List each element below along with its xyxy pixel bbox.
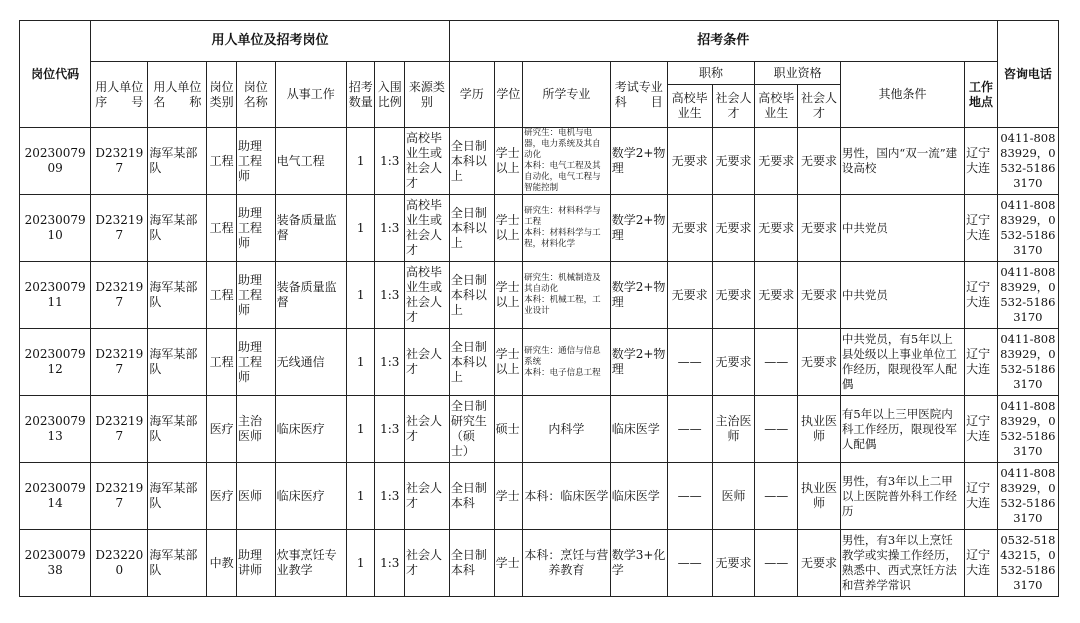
cell-degree: 硕士 (494, 396, 523, 463)
cell-count: 1 (346, 262, 375, 329)
cell-post-type: 医疗 (207, 396, 237, 463)
cell-other: 中共党员 (840, 262, 964, 329)
cell-count: 1 (346, 329, 375, 396)
cell-major: 本科：烹饪与营养教育 (523, 530, 611, 597)
cell-title-grad: 无要求 (667, 262, 712, 329)
cell-major: 研究生：材料科学与工程 本科：材料科学与工程，材料化学 (523, 195, 611, 262)
cell-qual-social: 无要求 (798, 530, 841, 597)
cell-degree: 学士 (494, 530, 523, 597)
table-row (20, 195, 1059, 262)
table-row (20, 530, 1059, 597)
cell-education: 全日制本科 (449, 463, 494, 530)
cell-position-code: 2023007911 (20, 262, 91, 329)
cell-position-code: 2023007910 (20, 195, 91, 262)
cell-ratio: 1:3 (375, 396, 405, 463)
cell-phone: 0411-80883929，0532-51863170 (997, 463, 1058, 530)
cell-post-name: 助理工程师 (236, 195, 275, 262)
cell-unit-name: 海军某部队 (148, 463, 207, 530)
header-post-name: 岗位名称 (236, 62, 275, 128)
header-source: 来源类别 (404, 62, 449, 128)
cell-unit-seq: D232197 (91, 396, 148, 463)
header-group-conditions: 招考条件 (449, 21, 997, 62)
cell-title-grad: —— (667, 530, 712, 597)
cell-location: 辽宁大连 (965, 396, 998, 463)
cell-qual-grad: —— (755, 329, 798, 396)
header-title-group: 职称 (667, 62, 755, 85)
cell-post-type: 工程 (207, 262, 237, 329)
cell-phone: 0411-80883929，0532-51863170 (997, 262, 1058, 329)
cell-education: 全日制本科以上 (449, 262, 494, 329)
cell-exam: 数学2+物理 (610, 262, 667, 329)
cell-title-grad: 无要求 (667, 195, 712, 262)
cell-unit-seq: D232197 (91, 463, 148, 530)
cell-title-social: 主治医师 (712, 396, 755, 463)
cell-post-type: 医疗 (207, 463, 237, 530)
cell-exam: 数学2+物理 (610, 128, 667, 195)
cell-source: 高校毕业生或社会人才 (404, 195, 449, 262)
cell-qual-grad: 无要求 (755, 195, 798, 262)
cell-unit-seq: D232197 (91, 128, 148, 195)
header-degree: 学位 (494, 62, 523, 128)
header-count: 招考数量 (346, 62, 375, 128)
cell-work: 临床医疗 (275, 396, 346, 463)
cell-qual-social: 执业医师 (798, 396, 841, 463)
cell-ratio: 1:3 (375, 329, 405, 396)
cell-location: 辽宁大连 (965, 329, 998, 396)
cell-qual-grad: 无要求 (755, 128, 798, 195)
cell-post-name: 医师 (236, 463, 275, 530)
table-row (20, 329, 1059, 396)
cell-exam: 临床医学 (610, 396, 667, 463)
cell-exam: 数学3+化学 (610, 530, 667, 597)
cell-other: 中共党员 (840, 195, 964, 262)
cell-position-code: 2023007912 (20, 329, 91, 396)
cell-location: 辽宁大连 (965, 195, 998, 262)
cell-unit-seq: D232197 (91, 329, 148, 396)
cell-education: 全日制本科以上 (449, 128, 494, 195)
cell-education: 全日制研究生（硕士） (449, 396, 494, 463)
cell-qual-grad: 无要求 (755, 262, 798, 329)
cell-count: 1 (346, 463, 375, 530)
header-ratio: 入围比例 (375, 62, 405, 128)
cell-post-type: 中教 (207, 530, 237, 597)
cell-qual-social: 无要求 (798, 128, 841, 195)
cell-degree: 学士以上 (494, 128, 523, 195)
cell-education: 全日制本科 (449, 530, 494, 597)
cell-phone: 0411-80883929，0532-51863170 (997, 128, 1058, 195)
cell-source: 社会人才 (404, 530, 449, 597)
cell-title-grad: —— (667, 329, 712, 396)
cell-phone: 0411-80883929，0532-51863170 (997, 396, 1058, 463)
header-qual-grad: 高校毕业生 (755, 85, 798, 128)
recruitment-table (19, 20, 1059, 597)
cell-source: 高校毕业生或社会人才 (404, 262, 449, 329)
cell-unit-name: 海军某部队 (148, 128, 207, 195)
cell-other: 男性，有3年以上二甲以上医院普外科工作经历 (840, 463, 964, 530)
cell-title-social: 无要求 (712, 195, 755, 262)
table-row (20, 463, 1059, 530)
cell-phone: 0532-51843215，0532-51863170 (997, 530, 1058, 597)
cell-education: 全日制本科以上 (449, 195, 494, 262)
cell-unit-seq: D232197 (91, 262, 148, 329)
header-post-type: 岗位类别 (207, 62, 237, 128)
cell-location: 辽宁大连 (965, 530, 998, 597)
cell-position-code: 2023007909 (20, 128, 91, 195)
cell-post-name: 助理工程师 (236, 128, 275, 195)
cell-post-name: 助理工程师 (236, 329, 275, 396)
cell-title-grad: —— (667, 463, 712, 530)
header-unit-name: 用人单位名 称 (148, 62, 207, 128)
cell-location: 辽宁大连 (965, 463, 998, 530)
cell-major: 研究生：通信与信息系统 本科：电子信息工程 (523, 329, 611, 396)
cell-ratio: 1:3 (375, 128, 405, 195)
cell-post-name: 主治医师 (236, 396, 275, 463)
cell-post-name: 助理讲师 (236, 530, 275, 597)
cell-title-social: 无要求 (712, 329, 755, 396)
cell-unit-name: 海军某部队 (148, 530, 207, 597)
table-body (20, 128, 1059, 597)
cell-unit-name: 海军某部队 (148, 396, 207, 463)
cell-post-type: 工程 (207, 195, 237, 262)
cell-degree: 学士以上 (494, 262, 523, 329)
cell-source: 社会人才 (404, 329, 449, 396)
cell-unit-name: 海军某部队 (148, 262, 207, 329)
cell-title-grad: —— (667, 396, 712, 463)
header-title-social: 社会人才 (712, 85, 755, 128)
cell-unit-seq: D232200 (91, 530, 148, 597)
cell-major: 研究生：电机与电器，电力系统及其自动化 本科：电气工程及其自动化，电气工程与智能控制 (523, 128, 611, 195)
cell-qual-social: 执业医师 (798, 463, 841, 530)
table-row (20, 128, 1059, 195)
cell-title-social: 无要求 (712, 530, 755, 597)
cell-unit-name: 海军某部队 (148, 329, 207, 396)
cell-work: 无线通信 (275, 329, 346, 396)
cell-qual-social: 无要求 (798, 329, 841, 396)
cell-unit-seq: D232197 (91, 195, 148, 262)
cell-title-social: 医师 (712, 463, 755, 530)
cell-qual-social: 无要求 (798, 195, 841, 262)
cell-position-code: 2023007938 (20, 530, 91, 597)
header-group-unit: 用人单位及招考岗位 (91, 21, 450, 62)
cell-post-name: 助理工程师 (236, 262, 275, 329)
header-phone: 咨询电话 (997, 21, 1058, 128)
cell-other: 有5年以上三甲医院内科工作经历，限现役军人配偶 (840, 396, 964, 463)
cell-title-social: 无要求 (712, 128, 755, 195)
cell-degree: 学士以上 (494, 329, 523, 396)
cell-other: 中共党员，有5年以上县处级以上事业单位工作经历，限现役军人配偶 (840, 329, 964, 396)
cell-phone: 0411-80883929，0532-51863170 (997, 329, 1058, 396)
cell-phone: 0411-80883929，0532-51863170 (997, 195, 1058, 262)
cell-post-type: 工程 (207, 329, 237, 396)
cell-work: 装备质量监督 (275, 195, 346, 262)
header-title-grad: 高校毕业生 (667, 85, 712, 128)
header-qual-social: 社会人才 (798, 85, 841, 128)
cell-count: 1 (346, 128, 375, 195)
table-row (20, 396, 1059, 463)
cell-unit-name: 海军某部队 (148, 195, 207, 262)
header-work: 从事工作 (275, 62, 346, 128)
cell-post-type: 工程 (207, 128, 237, 195)
cell-position-code: 2023007914 (20, 463, 91, 530)
cell-source: 高校毕业生或社会人才 (404, 128, 449, 195)
cell-exam: 临床医学 (610, 463, 667, 530)
cell-major: 内科学 (523, 396, 611, 463)
cell-ratio: 1:3 (375, 195, 405, 262)
cell-qual-grad: —— (755, 530, 798, 597)
cell-count: 1 (346, 195, 375, 262)
cell-qual-grad: —— (755, 463, 798, 530)
cell-other: 男性，有3年以上烹饪教学或实操工作经历，熟悉中、西式烹饪方法和营养学常识 (840, 530, 964, 597)
header-other: 其他条件 (840, 62, 964, 128)
cell-degree: 学士 (494, 463, 523, 530)
cell-ratio: 1:3 (375, 530, 405, 597)
cell-location: 辽宁大连 (965, 128, 998, 195)
cell-count: 1 (346, 530, 375, 597)
header-major: 所学专业 (523, 62, 611, 128)
cell-work: 临床医疗 (275, 463, 346, 530)
cell-major: 研究生：机械制造及其自动化 本科：机械工程，工业设计 (523, 262, 611, 329)
cell-other: 男性，国内“双一流”建设高校 (840, 128, 964, 195)
cell-work: 电气工程 (275, 128, 346, 195)
cell-major: 本科：临床医学 (523, 463, 611, 530)
header-qual-group: 职业资格 (755, 62, 841, 85)
cell-count: 1 (346, 396, 375, 463)
header-unit-seq: 用人单位序 号 (91, 62, 148, 128)
cell-source: 社会人才 (404, 463, 449, 530)
header-exam: 考试专业科 目 (610, 62, 667, 128)
cell-title-grad: 无要求 (667, 128, 712, 195)
cell-exam: 数学2+物理 (610, 195, 667, 262)
header-position-code: 岗位代码 (20, 21, 91, 128)
cell-location: 辽宁大连 (965, 262, 998, 329)
cell-position-code: 2023007913 (20, 396, 91, 463)
cell-title-social: 无要求 (712, 262, 755, 329)
cell-qual-grad: —— (755, 396, 798, 463)
cell-degree: 学士以上 (494, 195, 523, 262)
table-row (20, 262, 1059, 329)
cell-work: 装备质量监督 (275, 262, 346, 329)
cell-exam: 数学2+物理 (610, 329, 667, 396)
header-location: 工作地点 (965, 62, 998, 128)
cell-ratio: 1:3 (375, 262, 405, 329)
cell-work: 炊事烹饪专业教学 (275, 530, 346, 597)
cell-source: 社会人才 (404, 396, 449, 463)
cell-qual-social: 无要求 (798, 262, 841, 329)
header-education: 学历 (449, 62, 494, 128)
cell-education: 全日制本科以上 (449, 329, 494, 396)
cell-ratio: 1:3 (375, 463, 405, 530)
